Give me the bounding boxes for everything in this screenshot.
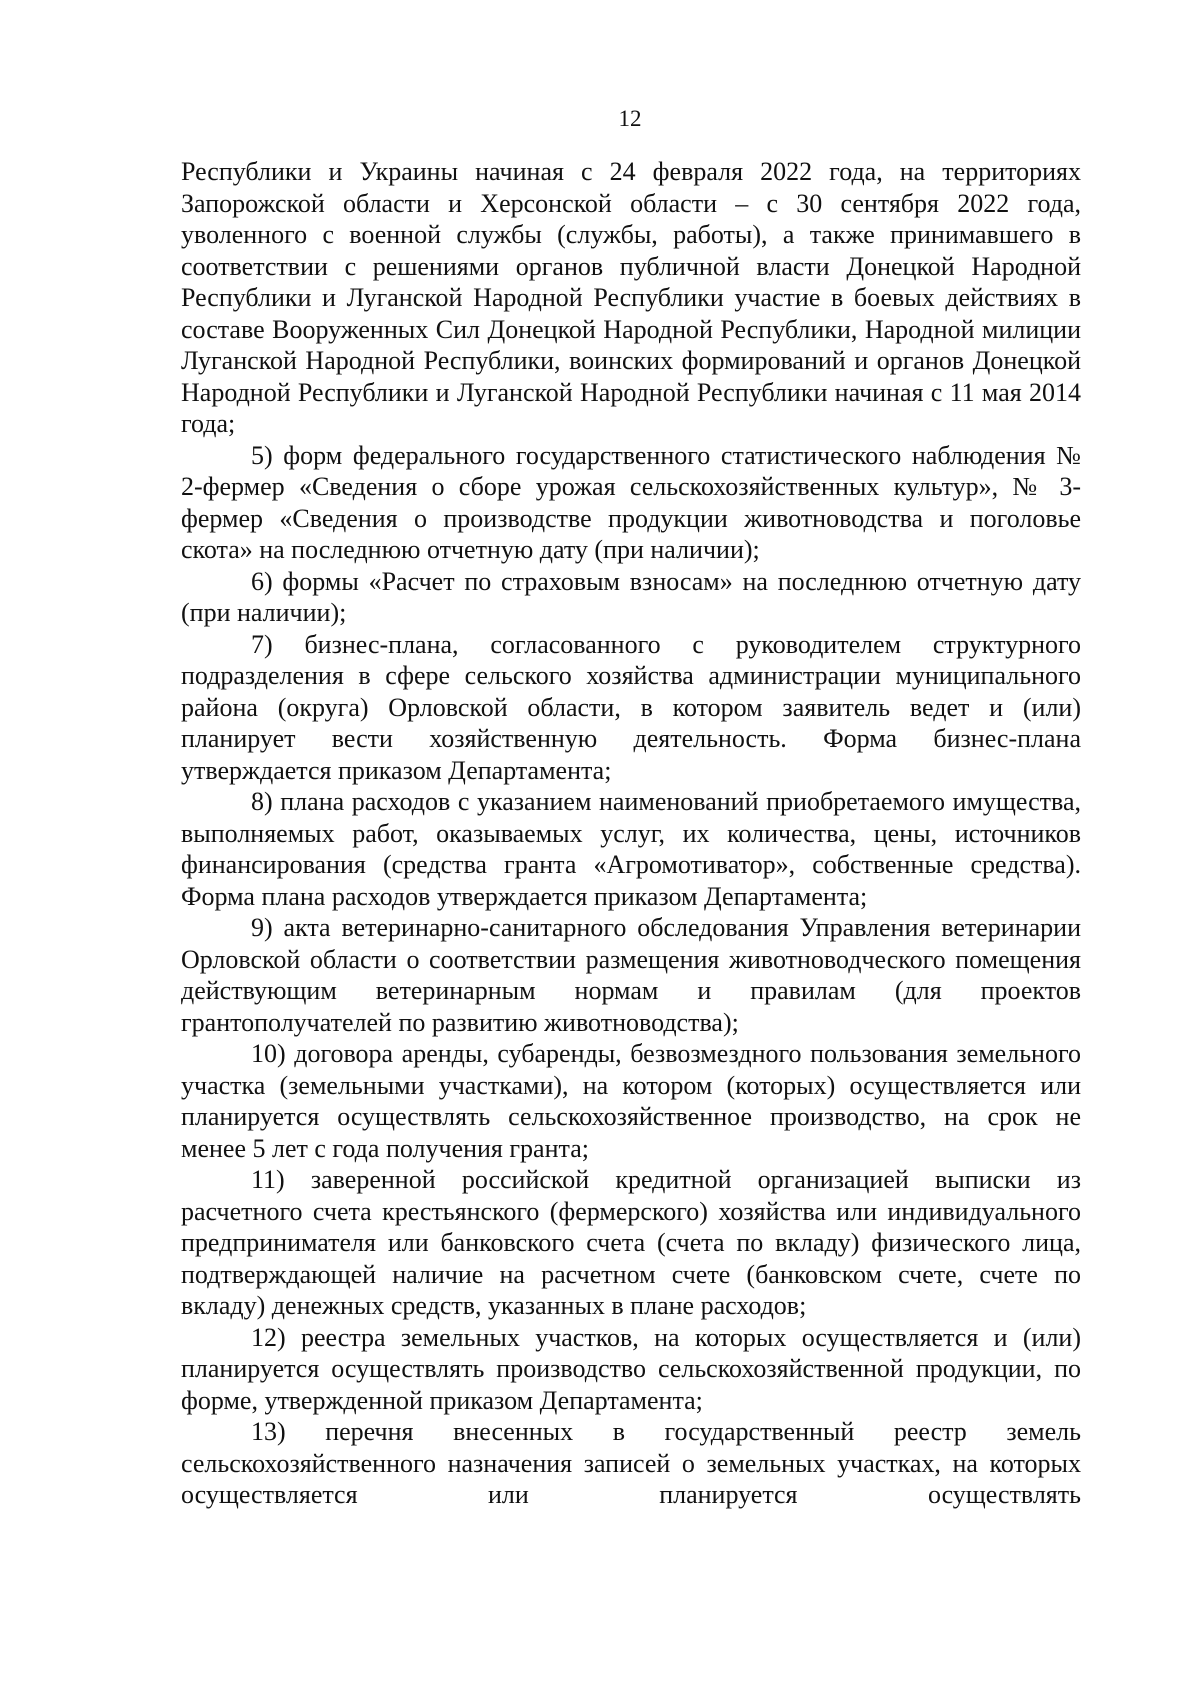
paragraph-item-9: 9) акта ветеринарно-санитарного обследования Управления ветеринарии Орловской области о соответствии размещения животноводческого помещения действующим ветеринарным нормам и правилам (для проектов грантополучателей по развитию животноводства); [181, 913, 1081, 1037]
paragraph-item-5: 5) форм федерального государственного статистического наблюдения № 2-фермер «Сведения о сборе урожая сельскохозяйственных культур», № 3-фермер «Сведения о производстве продукции животноводства и поголовье скота» на последнюю отчетную дату (при наличии); [181, 440, 1081, 564]
paragraph-item-8: 8) плана расходов с указанием наименований приобретаемого имущества, выполняемых работ, оказываемых услуг, их количества, цены, источников финансирования (средства гранта «Агромотиватор», собственные средства). Форма плана расходов утверждается приказом Департамента; [181, 787, 1081, 911]
page-number: 12 [618, 106, 642, 131]
paragraph-item-7: 7) бизнес-плана, согласованного с руководителем структурного подразделения в сфере сельского хозяйства администрации муниципального района (округа) Орловской области, в котором заявитель ведет и (или) планирует вести хозяйственную деятельность. Форма бизнес-плана утверждается приказом Департамента; [181, 629, 1081, 785]
paragraph-item-12: 12) реестра земельных участков, на которых осуществляется и (или) планируется осуществлять производство сельскохозяйственной продукции, по форме, утвержденной приказом Департамента; [181, 1322, 1081, 1415]
paragraph-item-10: 10) договора аренды, субаренды, безвозмездного пользования земельного участка (земельными участками), на котором (которых) осуществляется или планируется осуществлять сельскохозяйственное производство, на срок не менее 5 лет с года получения гранта; [181, 1039, 1081, 1163]
paragraph-continuation: Республики и Украины начиная с 24 февраля 2022 года, на территориях Запорожской области и Херсонской области – с 30 сентября 2022 года, уволенного с военной службы (службы, работы), а также принимавшего в соответствии с решениями органов публичной власти Донецкой Народной Республики и Луганской Народной Республики участие в боевых действиях в составе Вооруженных Сил Донецкой Народной Республики, Народной милиции Луганской Народной Республики, воинских формирований и органов Донецкой Народной Республики и Луганской Народной Республики начиная с 11 мая 2014 года; [181, 157, 1081, 438]
paragraph-item-6: 6) формы «Расчет по страховым взносам» на последнюю отчетную дату (при наличии); [181, 566, 1081, 627]
paragraph-item-11: 11) заверенной российской кредитной организацией выписки из расчетного счета крестьянского (фермерского) хозяйства или индивидуального предпринимателя или банковского счета (счета по вкладу) физического лица, подтверждающей наличие на расчетном счете (банковском счете, счете по вкладу) денежных средств, указанных в плане расходов; [181, 1165, 1081, 1320]
document-body [181, 156, 1081, 1511]
paragraph-item-13: 13) перечня внесенных в государственный реестр земель сельскохозяйственного назначения записей о земельных участках, на которых осуществляется или планируется осуществлять [181, 1417, 1081, 1509]
